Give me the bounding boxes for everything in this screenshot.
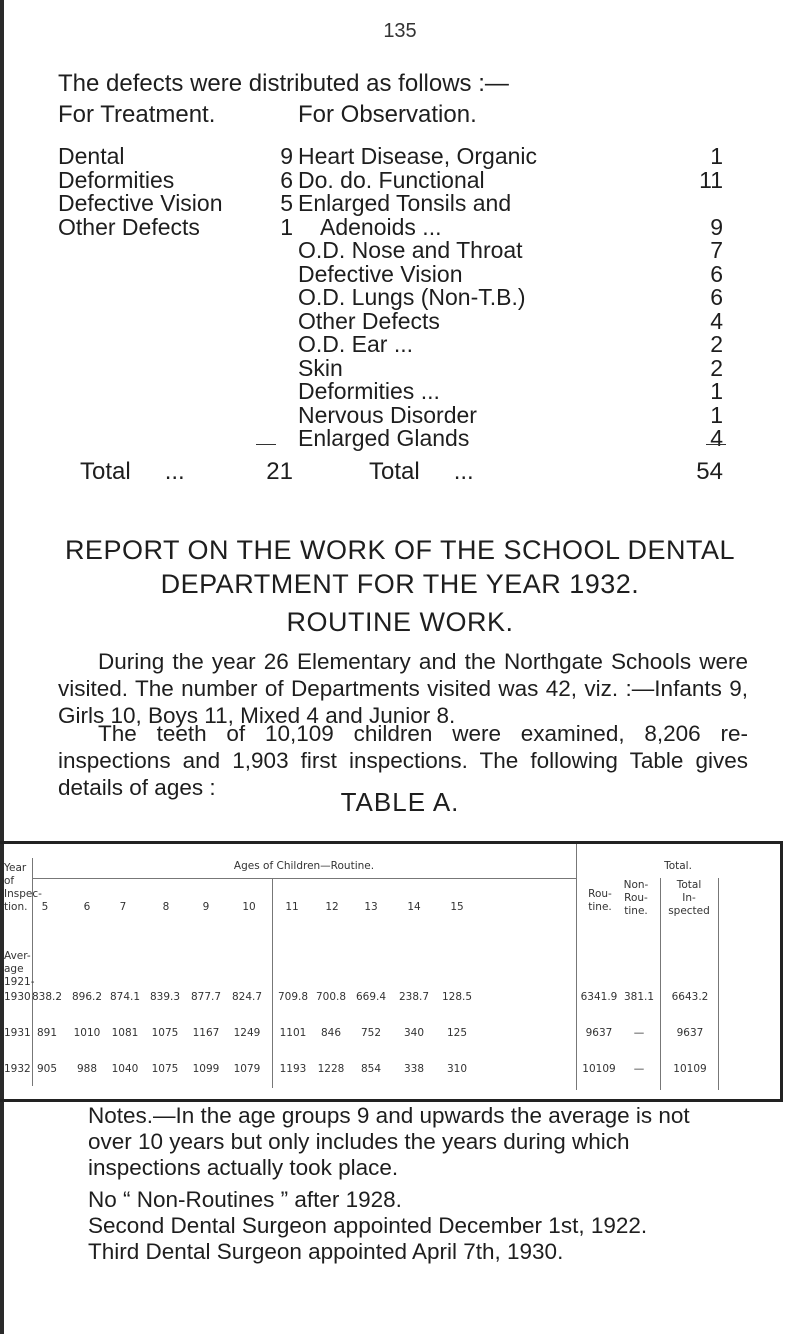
nonroutine-header: Non- xyxy=(623,879,649,891)
item-label: Adenoids ... xyxy=(320,213,442,240)
year-header: Inspec- xyxy=(4,888,42,900)
table-cell: 905 xyxy=(36,1063,58,1075)
note-item: Third Dental Surgeon appointed April 7th, 1930. xyxy=(88,1239,564,1264)
item-label: O.D. Nose and Throat xyxy=(298,237,523,263)
item-label: Do. do. Functional xyxy=(298,166,485,193)
age-header: 14 xyxy=(407,901,421,913)
item-value: 1 xyxy=(710,401,723,428)
age-header: 10 xyxy=(242,901,256,913)
item-value: 6 xyxy=(280,166,293,193)
list-item xyxy=(58,166,298,193)
list-item xyxy=(283,333,763,357)
list-item xyxy=(283,427,763,451)
year-header: of xyxy=(4,875,15,887)
item-label: Heart Disease, Organic xyxy=(298,143,538,169)
item-value: 6 xyxy=(710,260,723,287)
report-title-line-2: DEPARTMENT FOR THE YEAR 1932. xyxy=(160,569,640,599)
item-label: Enlarged Glands xyxy=(298,425,470,451)
table-cell: 1228 xyxy=(317,1063,345,1075)
item-label: Other Defects xyxy=(58,213,200,240)
table-cell: 9637 xyxy=(585,1027,613,1039)
table-rule xyxy=(718,878,719,1090)
table-cell: 752 xyxy=(360,1027,382,1039)
table-cell: 1075 xyxy=(151,1063,179,1075)
total-header: Total. xyxy=(664,860,692,872)
table-cell: 846 xyxy=(320,1027,342,1039)
table-cell: 838.2 xyxy=(31,991,63,1003)
age-header: 12 xyxy=(325,901,339,913)
list-item xyxy=(58,213,298,240)
item-value: 6 xyxy=(710,284,723,310)
age-header: 8 xyxy=(162,901,170,913)
routine-header: Rou- xyxy=(588,888,612,900)
item-value: 7 xyxy=(710,237,723,263)
notes-age-groups: Notes.—In the age groups 9 and upwards the average is not over 10 years but only includes the years during which inspections actually took place. xyxy=(88,1103,690,1180)
table-cell: 709.8 xyxy=(277,991,309,1003)
total-label: Total xyxy=(80,458,131,485)
inspected-header: In- xyxy=(682,892,696,904)
table-cell: 1040 xyxy=(111,1063,139,1075)
year-header: tion. xyxy=(4,901,28,913)
table-cell: 854 xyxy=(360,1063,382,1075)
table-cell: — xyxy=(633,1063,645,1075)
report-title xyxy=(0,533,800,601)
observation-list xyxy=(283,145,763,451)
item-value: 11 xyxy=(699,166,723,193)
table-cell: 9637 xyxy=(676,1027,704,1039)
table-cell: 10109 xyxy=(673,1063,707,1075)
table-cell: 310 xyxy=(446,1063,468,1075)
age-header: 6 xyxy=(83,901,91,913)
table-rule xyxy=(272,878,273,1088)
table-cell: 1167 xyxy=(192,1027,220,1039)
note-item: No “ Non-Routines ” after 1928. xyxy=(88,1187,402,1212)
paragraph-schools: During the year 26 Elementary and the Northgate Schools were visited. The number of Departments visited was 42, viz. :—Infants 9, Girls 10, Boys 11, Mixed 4 and Junior 8. xyxy=(58,649,748,728)
observation-total: Total ... 54 xyxy=(283,458,743,486)
item-value: 2 xyxy=(710,354,723,381)
total-value: 21 xyxy=(266,458,293,485)
table-cell: 669.4 xyxy=(355,991,387,1003)
table-cell: 877.7 xyxy=(190,991,222,1003)
notes-list xyxy=(88,1187,647,1265)
table-row-year: 1931 xyxy=(4,1027,31,1039)
age-header: 7 xyxy=(119,901,127,913)
treatment-total: Total ... 21 xyxy=(58,458,298,486)
table-cell: 381.1 xyxy=(623,991,655,1003)
routine-header: tine. xyxy=(588,901,612,913)
item-label: Defective Vision xyxy=(298,260,463,287)
nonroutine-header: tine. xyxy=(624,905,648,917)
item-label: Other Defects xyxy=(298,307,440,334)
table-cell: 125 xyxy=(446,1027,468,1039)
item-label: Deformities xyxy=(58,166,175,193)
item-value: 9 xyxy=(280,143,293,169)
item-label: Defective Vision xyxy=(58,190,223,216)
item-value: 9 xyxy=(710,213,723,240)
table-cell: 891 xyxy=(36,1027,58,1039)
list-item xyxy=(283,239,763,263)
item-value: 1 xyxy=(710,143,723,169)
paragraph-inspections: The teeth of 10,109 children were examined, 8,206 re-inspections and 1,903 first inspections. The following Table gives details of ages : xyxy=(58,721,748,800)
table-cell: 128.5 xyxy=(441,991,473,1003)
table-rule xyxy=(32,878,576,879)
age-header: 15 xyxy=(450,901,464,913)
table-title: TABLE A. xyxy=(340,787,460,817)
list-item xyxy=(283,307,763,334)
inspected-header: spected xyxy=(668,905,710,917)
table-cell: 874.1 xyxy=(109,991,141,1003)
nonroutine-header: Rou- xyxy=(624,892,648,904)
routine-heading: ROUTINE WORK. xyxy=(286,607,514,637)
item-label: Enlarged Tonsils and xyxy=(298,190,512,216)
total-label: Total xyxy=(369,458,420,485)
list-item xyxy=(283,380,763,404)
table-cell: 1081 xyxy=(111,1027,139,1039)
item-label: Deformities ... xyxy=(298,378,440,404)
ages-header: Ages of Children—Routine. xyxy=(233,860,375,872)
age-header: 5 xyxy=(41,901,49,913)
list-item xyxy=(283,401,763,428)
table-rule xyxy=(576,844,577,1090)
item-value: 4 xyxy=(710,307,723,334)
table-cell: 1010 xyxy=(73,1027,101,1039)
table-cell: 1075 xyxy=(151,1027,179,1039)
average-label: 1921- xyxy=(4,976,35,988)
item-label: Dental xyxy=(58,143,125,169)
table-cell: 6643.2 xyxy=(671,991,709,1003)
item-label: Skin xyxy=(298,354,343,381)
average-label: Aver- xyxy=(4,950,31,962)
list-item xyxy=(283,145,763,169)
table-cell: 340 xyxy=(403,1027,425,1039)
list-item xyxy=(58,145,298,169)
item-value: 4 xyxy=(710,425,723,451)
intro-text: The defects were distributed as follows :— xyxy=(58,70,509,97)
observation-heading: For Observation. xyxy=(298,101,477,128)
table-cell: 1249 xyxy=(233,1027,261,1039)
item-label: Nervous Disorder xyxy=(298,401,477,428)
item-value: 2 xyxy=(710,331,723,357)
table-cell: 988 xyxy=(76,1063,98,1075)
observation-total-rule xyxy=(706,444,726,445)
table-cell: 824.7 xyxy=(231,991,263,1003)
table-cell: 1079 xyxy=(233,1063,261,1075)
page-number: 135 xyxy=(383,20,417,42)
item-value: 1 xyxy=(280,213,293,240)
item-label: O.D. Ear ... xyxy=(298,331,414,357)
table-cell: 1099 xyxy=(192,1063,220,1075)
total-value: 54 xyxy=(696,458,723,485)
list-item xyxy=(58,192,298,216)
age-header: 11 xyxy=(285,901,299,913)
item-label: O.D. Lungs (Non-T.B.) xyxy=(298,284,526,310)
list-item xyxy=(283,213,763,240)
table-cell: 338 xyxy=(403,1063,425,1075)
page-edge xyxy=(0,0,4,1334)
inspected-header: Total xyxy=(676,879,702,891)
table-cell: 1101 xyxy=(279,1027,307,1039)
ages-table xyxy=(0,841,783,1102)
list-item xyxy=(283,354,763,381)
table-cell: 896.2 xyxy=(71,991,103,1003)
table-row-year: 1932 xyxy=(4,1063,31,1075)
list-item xyxy=(283,260,763,287)
report-title-line-1: REPORT ON THE WORK OF THE SCHOOL DENTAL xyxy=(64,535,736,565)
treatment-heading: For Treatment. xyxy=(58,101,216,128)
age-header: 13 xyxy=(364,901,378,913)
table-row-year: 1930 xyxy=(4,991,31,1003)
year-header: Year xyxy=(4,862,27,874)
table-cell: 6341.9 xyxy=(580,991,618,1003)
table-cell: 10109 xyxy=(582,1063,616,1075)
list-item xyxy=(283,286,763,310)
item-value: 5 xyxy=(280,190,293,216)
table-cell: 238.7 xyxy=(398,991,430,1003)
table-cell: 700.8 xyxy=(315,991,347,1003)
list-item xyxy=(283,192,763,216)
item-value: 1 xyxy=(710,378,723,404)
average-label: age xyxy=(4,963,24,975)
note-item: Second Dental Surgeon appointed December 1st, 1922. xyxy=(88,1213,648,1238)
treatment-list xyxy=(58,145,298,239)
treatment-total-rule xyxy=(256,444,276,445)
table-cell: — xyxy=(633,1027,645,1039)
age-header: 9 xyxy=(202,901,210,913)
table-cell: 839.3 xyxy=(149,991,181,1003)
table-cell: 1193 xyxy=(279,1063,307,1075)
list-item xyxy=(283,166,763,193)
